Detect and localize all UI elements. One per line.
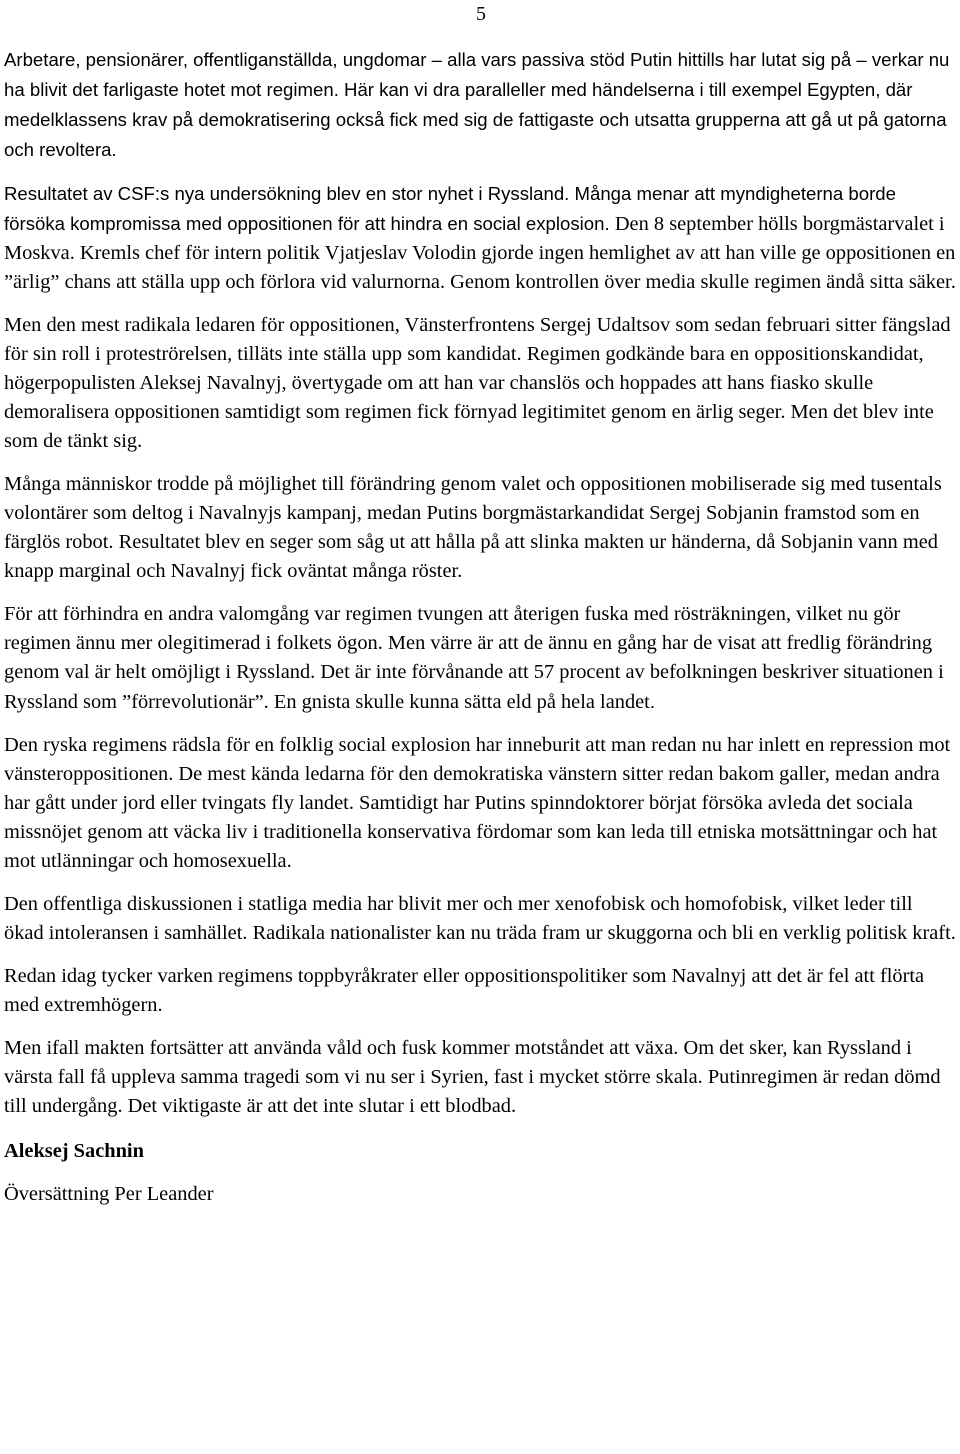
paragraph-text: Redan idag tycker varken regimens toppbyråkrater eller oppositionspolitiker som Navalnyj att det är fel att flörta med extremhögern. [4,965,925,1016]
page-number: 5 [476,3,486,25]
paragraph-text: Arbetare, pensionärer, offentliganställda, ungdomar – alla vars passiva stöd Putin hittills har lutat sig på – verkar nu ha blivit det farligaste hotet mot regimen. Här kan vi dra paralleller med händelserna i till exempel Egypten, där medelklassens krav på demokratisering också fick med sig de fattigaste och utsatta grupperna att gå ut på gatorna och revoltera. [4,49,950,160]
paragraph-text: Många människor trodde på möjlighet till förändring genom valet och oppositionen mobiliserade sig med tusentals volontärer som deltog i Navalnyjs kampanj, medan Putins borgmästarkandidat Sergej Sobjanin framstod som en färglös robot. Resultatet blev en seger som såg ut att hålla på att slinka makten ur händerna, då Sobjanin vann med knapp marginal och Navalnyj fick oväntat många röster. [4,473,942,582]
author-name: Aleksej Sachnin [4,1140,144,1162]
paragraph-text: Den offentliga diskussionen i statliga media har blivit mer och mer xenofobisk och homofobisk, vilket leder till ökad intoleransen i samhället. Radikala nationalister kan nu träda fram ur skuggorna och bli en verklig politisk kraft. [4,893,956,944]
translator-credit: Översättning Per Leander [4,1183,214,1205]
paragraph-6 [4,731,956,876]
paragraph-text: Den ryska regimens rädsla för en folklig social explosion har inneburit att man redan nu har inlett en repression mot vänsteroppositionen. De mest kända ledarna för den demokratiska vänstern sitter redan bakom galler, medan andra har gått under jord eller tvingats fly landet. Samtidigt har Putins spinndoktorer börjat försöka avleda det sociala missnöjet genom att väcka liv i traditionella konservativa fördomar som kan leda till etniska motsättningar och hat mot utlänningar och homosexuella. [4,734,951,872]
paragraph-8 [4,962,956,1020]
paragraph-text: Men ifall makten fortsätter att använda våld och fusk kommer motståndet att växa. Om det sker, kan Ryssland i värsta fall få uppleva samma tragedi som vi nu ser i Syrien, fast i mycket större skala. Putinregimen är redan dömd till undergång. Det viktigaste är att det inte slutar i ett blodbad. [4,1037,941,1117]
paragraph-text: Men den mest radikala ledaren för oppositionen, Vänsterfrontens Sergej Udaltsov som sedan februari sitter fängslad för sin roll i proteströrelsen, tilläts inte ställa upp som kandidat. Regimen godkände bara en oppositionskandidat, högerpopulisten Aleksej Navalnyj, övertygade om att han var chanslös och hoppades att hans fiasko skulle demoralisera oppositionen samtidigt som regimen fick förnyad legitimitet genom en ärlig seger. Men det blev inte som de tänkt sig. [4,314,951,452]
paragraph-5 [4,600,956,717]
paragraph-9 [4,1034,956,1121]
paragraph-1 [4,45,956,165]
paragraph-2 [4,179,956,297]
paragraph-7 [4,890,956,948]
paragraph-4 [4,470,956,586]
article-body [4,45,956,1209]
paragraph-text: Resultatet av CSF:s nya undersökning blev en stor nyhet i Ryssland. Många menar att myndigheterna borde försöka kompromissa med oppositionen för att hindra en social explosion. [4,183,896,234]
paragraph-text: . [649,691,656,712]
paragraph-text: För att förhindra en andra valomgång var regimen tvungen att återigen fuska med rösträkningen, vilket nu gör regimen ännu mer olegitimerad i folkets ögon. Men värre är att de ännu en gång har de visat att fredlig förändring genom val är helt omöjligt i Ryssland. Det är inte förvånande att 57 procent av befolkningen beskriver situationen i Ryssland som ”förrevolutionär”. En gnista skulle kunna sätta eld på hela landet [4,603,944,713]
paragraph-text: Den 8 september hölls borgmästarvalet i Moskva. Kremls chef för intern politik Vjatjeslav Volodin gjorde ingen hemlighet av att han ville ge oppositionen en ”ärlig” chans att ställa upp och förlora vid valurnorna. Genom kontrollen över media skulle regimen ändå sitta säker. [4,213,956,293]
paragraph-3 [4,311,956,456]
